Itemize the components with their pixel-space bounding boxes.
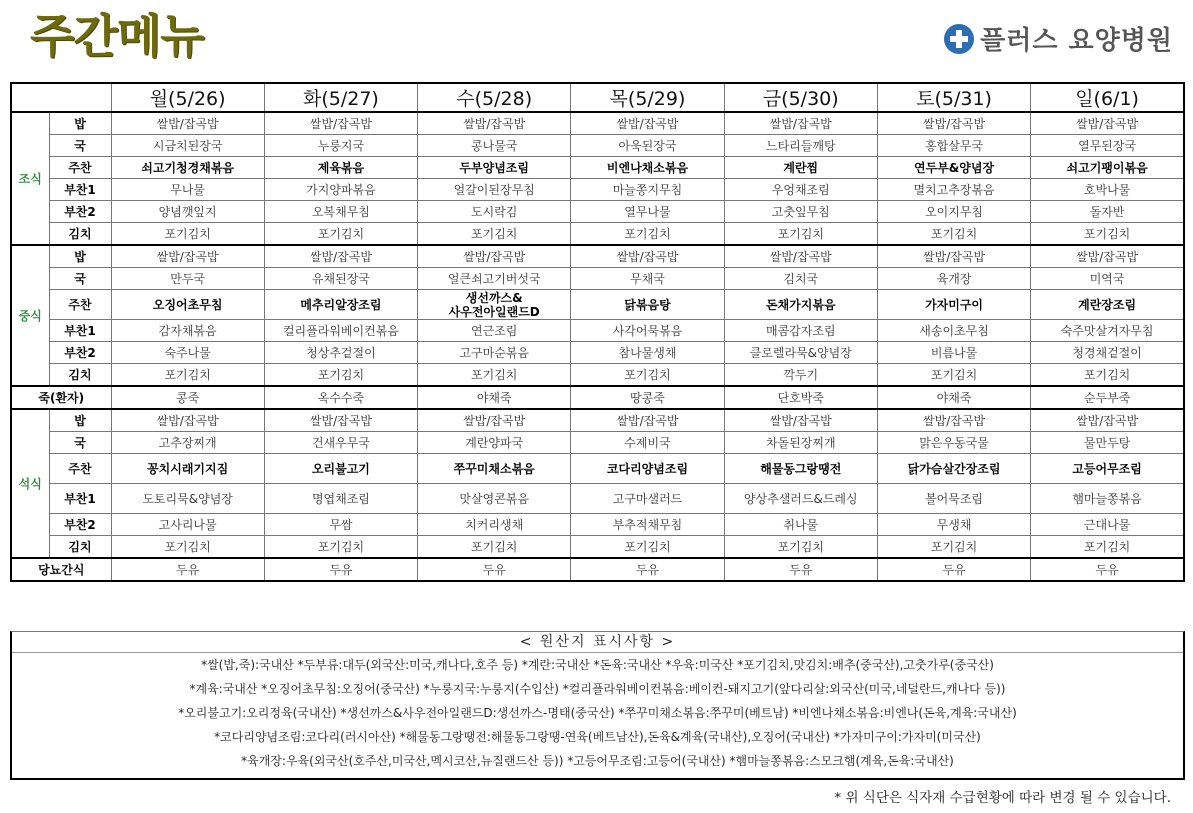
origin-line: *코다리양념조림:코다리(러시아산) *해물동그랑땡전:해물동그랑땡-연육(베트남산),돈육&계육(국내산),오징어(국내산) *가자미구이:가자미(미국산)	[214, 730, 981, 744]
menu-item: 숙주맛살겨자무침	[1031, 320, 1184, 342]
menu-row-breakfast	[11, 157, 1184, 179]
category-label-porridge: 죽(환자)	[11, 386, 111, 409]
menu-item: 아욱된장국	[571, 135, 724, 157]
menu-item: 포기김치	[1031, 223, 1184, 246]
menu-item: 수제비국	[571, 432, 724, 454]
menu-item: 두유	[571, 558, 724, 581]
menu-item: 무생채	[877, 514, 1030, 536]
menu-item: 느타리들깨탕	[724, 135, 877, 157]
menu-item: 오복채무침	[264, 201, 417, 223]
menu-item: 오징어초무침	[111, 290, 264, 320]
menu-item: 쌀밥/잡곡밥	[264, 409, 417, 432]
menu-row-porridge	[11, 386, 1184, 409]
day-header-tue: 화(5/27)	[264, 83, 417, 112]
menu-item: 두유	[724, 558, 877, 581]
menu-row-lunch	[11, 245, 1184, 268]
menu-item: 포기김치	[111, 536, 264, 559]
menu-item: 단호박죽	[724, 386, 877, 409]
menu-item: 계란양파국	[418, 432, 571, 454]
menu-item: 두유	[1031, 558, 1184, 581]
category-label: 밥	[49, 245, 111, 268]
menu-item: 포기김치	[264, 536, 417, 559]
menu-item: 포기김치	[571, 536, 724, 559]
menu-item: 유채된장국	[264, 268, 417, 290]
menu-item: 쌀밥/잡곡밥	[571, 112, 724, 135]
menu-item: 연두부&양념장	[877, 157, 1030, 179]
menu-row-breakfast	[11, 201, 1184, 223]
origin-line: *육개장:우육(외국산(호주산,미국산,멕시코산,뉴질랜드산 등)) *고등어무조림:고등어(국내산) *햄마늘쫑볶음:스모크햄(계육,돈육:국내산)	[241, 754, 954, 768]
menu-item: 참나물생채	[571, 342, 724, 364]
menu-item: 햄마늘쫑볶음	[1031, 484, 1184, 514]
menu-item: 고춧잎무침	[724, 201, 877, 223]
menu-item: 포기김치	[264, 364, 417, 387]
menu-item: 쌀밥/잡곡밥	[264, 245, 417, 268]
menu-item: 오이지무침	[877, 201, 1030, 223]
menu-item: 쌀밥/잡곡밥	[571, 409, 724, 432]
menu-item: 비름나물	[877, 342, 1030, 364]
meal-label-breakfast: 조식	[11, 112, 49, 245]
menu-item: 고구마순볶음	[418, 342, 571, 364]
menu-item: 시금치된장국	[111, 135, 264, 157]
menu-item: 오리불고기	[264, 454, 417, 484]
menu-item: 우엉채조림	[724, 179, 877, 201]
menu-item: 육개장	[877, 268, 1030, 290]
meal-label-dinner: 석식	[11, 409, 49, 558]
menu-item: 닭볶음탕	[571, 290, 724, 320]
menu-item: 쌀밥/잡곡밥	[111, 112, 264, 135]
menu-item: 두유	[264, 558, 417, 581]
menu-item: 제육볶음	[264, 157, 417, 179]
menu-item: 두유	[418, 558, 571, 581]
menu-item: 매콤감자조림	[724, 320, 877, 342]
menu-row-dinner	[11, 514, 1184, 536]
menu-item: 멸치고추장볶음	[877, 179, 1030, 201]
menu-item: 열무나물	[571, 201, 724, 223]
menu-item: 무채국	[571, 268, 724, 290]
category-label: 주찬	[49, 290, 111, 320]
category-label: 주찬	[49, 157, 111, 179]
menu-item: 볼어묵조림	[877, 484, 1030, 514]
day-header-sun: 일(6/1)	[1031, 83, 1184, 112]
menu-item: 건새우무국	[264, 432, 417, 454]
menu-item: 야채죽	[418, 386, 571, 409]
menu-item: 도토리묵&양념장	[111, 484, 264, 514]
menu-item: 치커리생채	[418, 514, 571, 536]
menu-item: 도시락김	[418, 201, 571, 223]
corner-cell	[11, 83, 111, 112]
menu-row-lunch	[11, 290, 1184, 320]
menu-item: 포기김치	[418, 364, 571, 387]
menu-item: 고추장찌개	[111, 432, 264, 454]
menu-row-dinner	[11, 536, 1184, 559]
menu-item: 포기김치	[264, 223, 417, 246]
menu-item: 생선까스& 사우전아일랜드D	[418, 290, 571, 320]
menu-item: 땅콩죽	[571, 386, 724, 409]
menu-item: 두유	[111, 558, 264, 581]
menu-item: 포기김치	[877, 364, 1030, 387]
menu-item: 양념깻잎지	[111, 201, 264, 223]
category-label: 부찬1	[49, 484, 111, 514]
menu-item: 홍합살무국	[877, 135, 1030, 157]
menu-item: 코다리양념조림	[571, 454, 724, 484]
category-label: 국	[49, 135, 111, 157]
menu-item: 쇠고기청경채볶음	[111, 157, 264, 179]
origin-title: < 원산지 표시사항 >	[12, 632, 1183, 653]
menu-item: 쌀밥/잡곡밥	[418, 409, 571, 432]
menu-item: 물만두탕	[1031, 432, 1184, 454]
menu-item: 감자채볶음	[111, 320, 264, 342]
menu-item: 가지양파볶음	[264, 179, 417, 201]
menu-item: 포기김치	[724, 223, 877, 246]
menu-item: 두유	[877, 558, 1030, 581]
menu-item: 두부양념조림	[418, 157, 571, 179]
menu-item: 무쌈	[264, 514, 417, 536]
menu-item: 쌀밥/잡곡밥	[1031, 112, 1184, 135]
menu-row-lunch	[11, 320, 1184, 342]
category-label: 부찬2	[49, 201, 111, 223]
origin-line: *계육:국내산 *오징어초무침:오징어(중국산) *누룽지국:누룽지(수입산) *컬리플라워베이컨볶음:베이컨-돼지고기(앞다리살:외국산(미국,네덜란드,캐나다 등))	[189, 682, 1006, 696]
day-header-mon: 월(5/26)	[111, 83, 264, 112]
menu-item: 쌀밥/잡곡밥	[418, 245, 571, 268]
menu-item: 쌀밥/잡곡밥	[724, 409, 877, 432]
menu-item: 고등어무조림	[1031, 454, 1184, 484]
menu-item: 쌀밥/잡곡밥	[724, 112, 877, 135]
category-label: 김치	[49, 223, 111, 246]
menu-item: 김치국	[724, 268, 877, 290]
menu-item: 쌀밥/잡곡밥	[418, 112, 571, 135]
menu-item: 포기김치	[418, 223, 571, 246]
menu-item: 쌀밥/잡곡밥	[1031, 245, 1184, 268]
menu-item: 새송이초무침	[877, 320, 1030, 342]
menu-item: 양상추샐러드&드레싱	[724, 484, 877, 514]
menu-item: 쌀밥/잡곡밥	[111, 245, 264, 268]
menu-item: 미역국	[1031, 268, 1184, 290]
menu-item: 포기김치	[877, 223, 1030, 246]
menu-item: 얼큰쇠고기버섯국	[418, 268, 571, 290]
menu-item: 마늘쫑지무침	[571, 179, 724, 201]
menu-item: 계란장조림	[1031, 290, 1184, 320]
category-label: 김치	[49, 364, 111, 387]
menu-item: 고사리나물	[111, 514, 264, 536]
day-header-thu: 목(5/29)	[571, 83, 724, 112]
menu-item: 쌀밥/잡곡밥	[877, 409, 1030, 432]
menu-item: 포기김치	[111, 223, 264, 246]
menu-item: 열무된장국	[1031, 135, 1184, 157]
menu-item: 숙주나물	[111, 342, 264, 364]
origin-line: *오리불고기:오리정육(국내산) *생선까스&사우전아일랜드D:생선까스-명태(중국산) *쭈꾸미채소볶음:쭈꾸미(베트남) *비엔나채소볶음:비엔나(돈육,계육:국내산)	[178, 706, 1017, 720]
category-label-snack: 당뇨간식	[11, 558, 111, 581]
menu-item: 야채죽	[877, 386, 1030, 409]
menu-item: 포기김치	[111, 364, 264, 387]
menu-row-dinner	[11, 432, 1184, 454]
menu-item: 가자미구이	[877, 290, 1030, 320]
weekly-menu-table	[10, 82, 1185, 582]
menu-row-lunch	[11, 268, 1184, 290]
menu-item: 맛살영콘볶음	[418, 484, 571, 514]
menu-item: 컬리플라워베이컨볶음	[264, 320, 417, 342]
category-label: 부찬1	[49, 320, 111, 342]
menu-item: 쌀밥/잡곡밥	[111, 409, 264, 432]
menu-row-breakfast	[11, 135, 1184, 157]
menu-item: 청상추겉절이	[264, 342, 417, 364]
menu-item: 고구마샐러드	[571, 484, 724, 514]
menu-row-lunch	[11, 364, 1184, 387]
menu-row-breakfast	[11, 179, 1184, 201]
menu-item: 쌀밥/잡곡밥	[724, 245, 877, 268]
menu-item: 닭가슴살간장조림	[877, 454, 1030, 484]
menu-item: 깍두기	[724, 364, 877, 387]
category-label: 부찬2	[49, 514, 111, 536]
menu-item: 클로렐라묵&양념장	[724, 342, 877, 364]
menu-item: 콩죽	[111, 386, 264, 409]
menu-change-footnote: * 위 식단은 식자재 수급현황에 따라 변경 될 수 있습니다.	[834, 790, 1171, 806]
menu-item: 쌀밥/잡곡밥	[264, 112, 417, 135]
day-header-sat: 토(5/31)	[877, 83, 1030, 112]
menu-item: 해물동그랑땡전	[724, 454, 877, 484]
menu-item: 비엔나채소볶음	[571, 157, 724, 179]
menu-item: 근대나물	[1031, 514, 1184, 536]
menu-item: 포기김치	[571, 364, 724, 387]
menu-item: 쌀밥/잡곡밥	[1031, 409, 1184, 432]
menu-item: 취나물	[724, 514, 877, 536]
hospital-name: 플러스 요양병원	[980, 26, 1173, 56]
category-label: 국	[49, 432, 111, 454]
page-title: 주간메뉴	[30, 9, 204, 63]
day-header-fri: 금(5/30)	[724, 83, 877, 112]
menu-item: 꽁치시래기지짐	[111, 454, 264, 484]
menu-item: 만두국	[111, 268, 264, 290]
menu-body	[11, 112, 1184, 581]
menu-row-dinner	[11, 484, 1184, 514]
menu-item: 연근조림	[418, 320, 571, 342]
menu-item: 쌀밥/잡곡밥	[877, 112, 1030, 135]
plus-cross-icon	[944, 24, 974, 54]
menu-row-dinner	[11, 454, 1184, 484]
menu-item: 누룽지국	[264, 135, 417, 157]
origin-notice	[10, 631, 1185, 780]
menu-item: 차돌된장찌개	[724, 432, 877, 454]
menu-item: 무나물	[111, 179, 264, 201]
category-label: 밥	[49, 112, 111, 135]
menu-item: 쇠고기팽이볶음	[1031, 157, 1184, 179]
menu-item: 포기김치	[418, 536, 571, 559]
menu-item: 돈채가지볶음	[724, 290, 877, 320]
menu-item: 쭈꾸미채소볶음	[418, 454, 571, 484]
menu-item: 쌀밥/잡곡밥	[571, 245, 724, 268]
category-label: 부찬1	[49, 179, 111, 201]
menu-row-lunch	[11, 342, 1184, 364]
menu-item: 명엽채조림	[264, 484, 417, 514]
menu-item: 포기김치	[724, 536, 877, 559]
hospital-brand	[944, 20, 1173, 57]
menu-item: 얼갈이된장무침	[418, 179, 571, 201]
menu-item: 쌀밥/잡곡밥	[877, 245, 1030, 268]
menu-row-dinner	[11, 409, 1184, 432]
menu-item: 계란찜	[724, 157, 877, 179]
menu-item: 사각어묵볶음	[571, 320, 724, 342]
menu-item: 옥수수죽	[264, 386, 417, 409]
menu-item: 청경채겉절이	[1031, 342, 1184, 364]
category-label: 주찬	[49, 454, 111, 484]
menu-row-snack	[11, 558, 1184, 581]
menu-row-breakfast	[11, 223, 1184, 246]
menu-item: 돌자반	[1031, 201, 1184, 223]
category-label: 김치	[49, 536, 111, 559]
menu-item: 맑은우동국물	[877, 432, 1030, 454]
menu-item: 메추리알장조림	[264, 290, 417, 320]
menu-item: 호박나물	[1031, 179, 1184, 201]
origin-line: *쌀(밥,죽):국내산 *두부류:대두(외국산:미국,캐나다,호주 등) *계란:국내산 *돈육:국내산 *우육:미국산 *포기김치,맛김치:배추(중국산),고춧가루(중국산)	[201, 658, 994, 672]
menu-row-breakfast	[11, 112, 1184, 135]
category-label: 밥	[49, 409, 111, 432]
menu-item: 부추적채무침	[571, 514, 724, 536]
meal-label-lunch: 중식	[11, 245, 49, 386]
category-label: 부찬2	[49, 342, 111, 364]
menu-item: 콩나물국	[418, 135, 571, 157]
menu-item: 포기김치	[877, 536, 1030, 559]
menu-item: 포기김치	[1031, 364, 1184, 387]
day-header-wed: 수(5/28)	[418, 83, 571, 112]
menu-item: 순두부죽	[1031, 386, 1184, 409]
menu-item: 포기김치	[571, 223, 724, 246]
category-label: 국	[49, 268, 111, 290]
menu-item: 포기김치	[1031, 536, 1184, 559]
